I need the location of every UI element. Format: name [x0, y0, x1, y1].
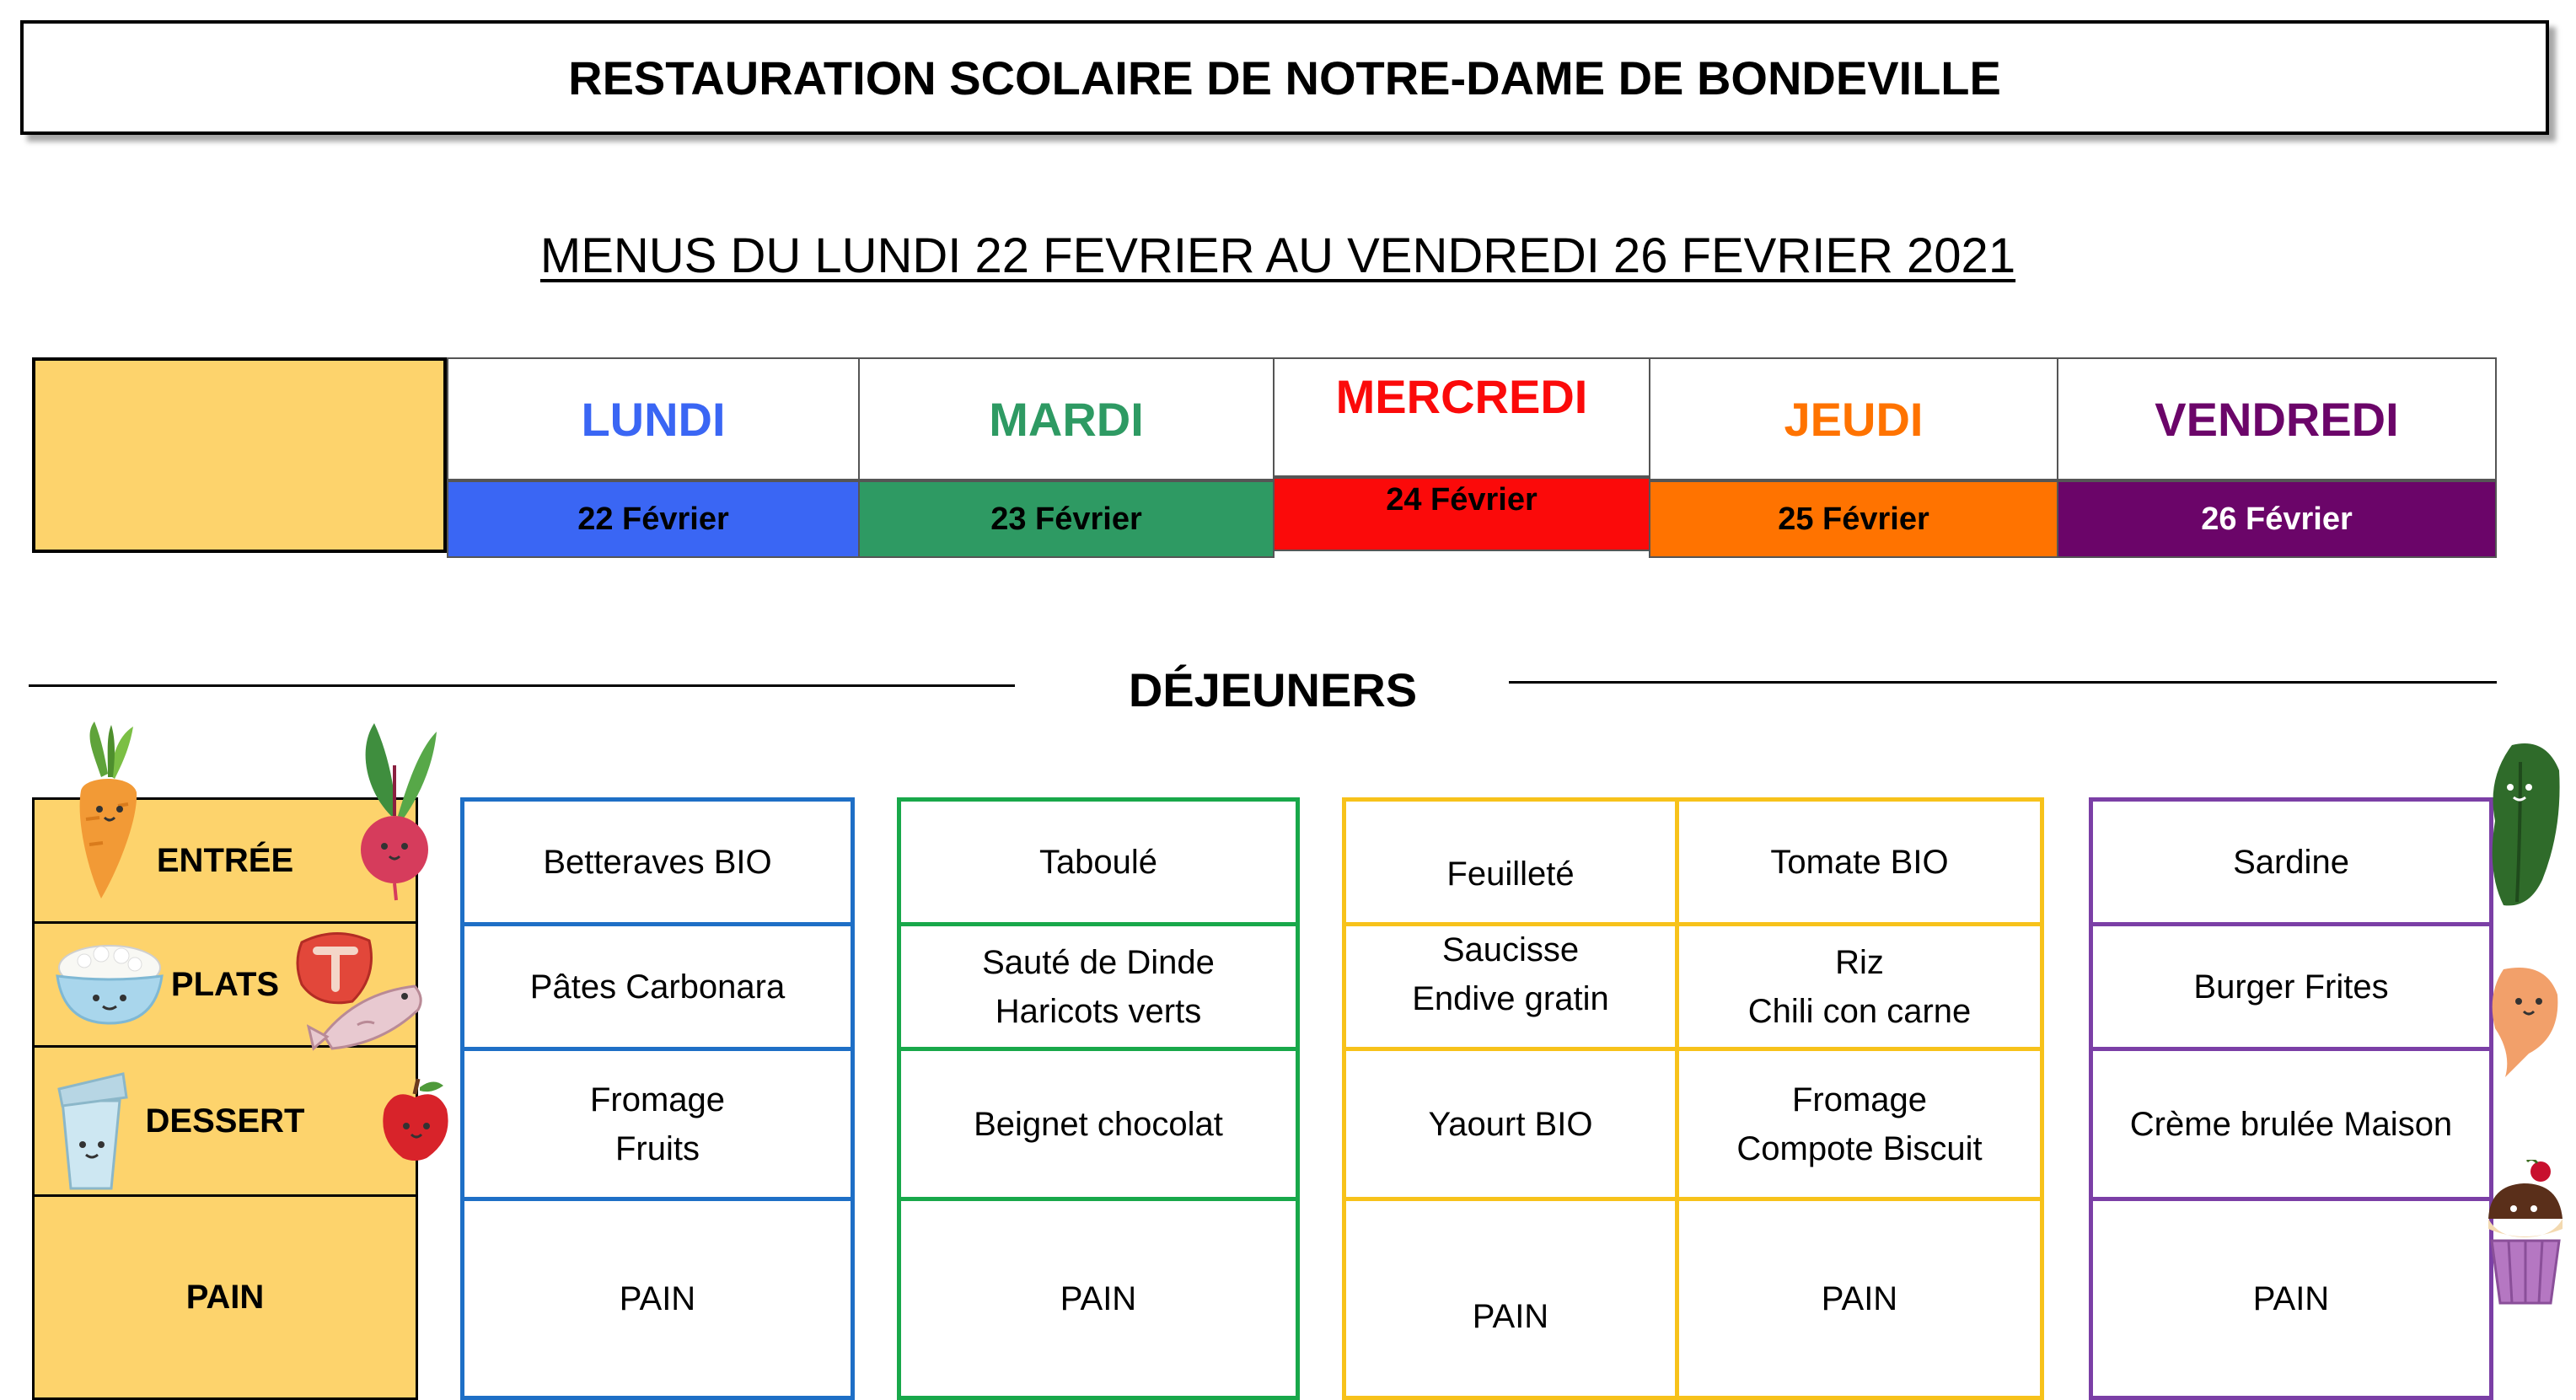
day-header-jeudi [1649, 357, 2058, 558]
yogurt-icon [51, 1064, 131, 1192]
category-entree: ENTRÉE [32, 797, 418, 924]
page-title: RESTAURATION SCOLAIRE DE NOTRE-DAME DE BONDEVILLE [568, 51, 2001, 105]
day-date-jeudi: 25 Février [1649, 480, 2058, 558]
menu-lundi-entree: Betteraves BIO [460, 797, 855, 926]
menu-mardi-dessert: Beignet chocolat [897, 1047, 1300, 1201]
category-dessert: DESSERT [32, 1045, 418, 1197]
category-pain: PAIN [32, 1194, 418, 1400]
menu-vendredi-dessert: Crème brulée Maison [2089, 1047, 2493, 1201]
carrot-icon [67, 718, 148, 902]
day-header-vendredi [2057, 357, 2497, 558]
peach-icon [2487, 961, 2561, 1079]
menu-jeudi-pain: PAIN [1675, 1197, 2044, 1400]
menu-mercredi-pain: PAIN [1342, 1197, 1679, 1400]
radish-icon [349, 715, 440, 902]
menu-mercredi-plats: Saucisse Endive gratin [1342, 922, 1679, 1051]
menu-mardi-pain: PAIN [897, 1197, 1300, 1400]
menu-mercredi-dessert: Yaourt BIO [1342, 1047, 1679, 1201]
section-rule-right [1509, 681, 2497, 684]
section-heading: DÉJEUNERS [1128, 663, 1418, 716]
menu-vendredi-entree: Sardine [2089, 797, 2493, 926]
day-header-mardi [858, 357, 1275, 558]
day-date-mardi: 23 Février [858, 480, 1275, 558]
lettuce-icon [2470, 737, 2563, 910]
menu-vendredi-pain: PAIN [2089, 1197, 2493, 1400]
title-box [20, 20, 2549, 135]
menu-mercredi-entree: Feuilleté [1342, 797, 1679, 926]
day-header-mercredi [1273, 357, 1650, 551]
menu-jeudi-dessert: Fromage Compote Biscuit [1675, 1047, 2044, 1201]
day-name-mercredi: MERCREDI [1273, 357, 1650, 477]
apple-icon [378, 1075, 453, 1163]
menu-mardi-plats: Sauté de Dinde Haricots verts [897, 922, 1300, 1051]
menu-lundi-pain: PAIN [460, 1197, 855, 1400]
menu-week-subtitle [0, 228, 2556, 284]
rice-bowl-icon [51, 936, 169, 1028]
menu-week-subtitle-text: MENUS DU LUNDI 22 FEVRIER AU VENDREDI 26 FEVRIER 2021 [539, 228, 2016, 283]
header-corner-cell [32, 357, 447, 553]
menu-jeudi-plats: Riz Chili con carne [1675, 922, 2044, 1051]
fish-icon [307, 968, 432, 1060]
day-name-vendredi: VENDREDI [2057, 357, 2497, 480]
menu-mardi-entree: Taboulé [897, 797, 1300, 926]
day-date-vendredi: 26 Février [2057, 480, 2497, 558]
day-name-mardi: MARDI [858, 357, 1275, 480]
menu-lundi-plats: Pâtes Carbonara [460, 922, 855, 1051]
category-plats: PLATS [32, 921, 418, 1048]
menu-jeudi-entree: Tomate BIO [1675, 797, 2044, 926]
day-header-lundi [447, 357, 860, 558]
day-date-lundi: 22 Février [447, 480, 860, 558]
menu-lundi-dessert: Fromage Fruits [460, 1047, 855, 1201]
day-date-mercredi: 24 Février [1273, 477, 1650, 551]
day-name-lundi: LUNDI [447, 357, 860, 480]
cupcake-icon [2482, 1160, 2568, 1308]
menu-vendredi-plats: Burger Frites [2089, 922, 2493, 1051]
day-name-jeudi: JEUDI [1649, 357, 2058, 480]
